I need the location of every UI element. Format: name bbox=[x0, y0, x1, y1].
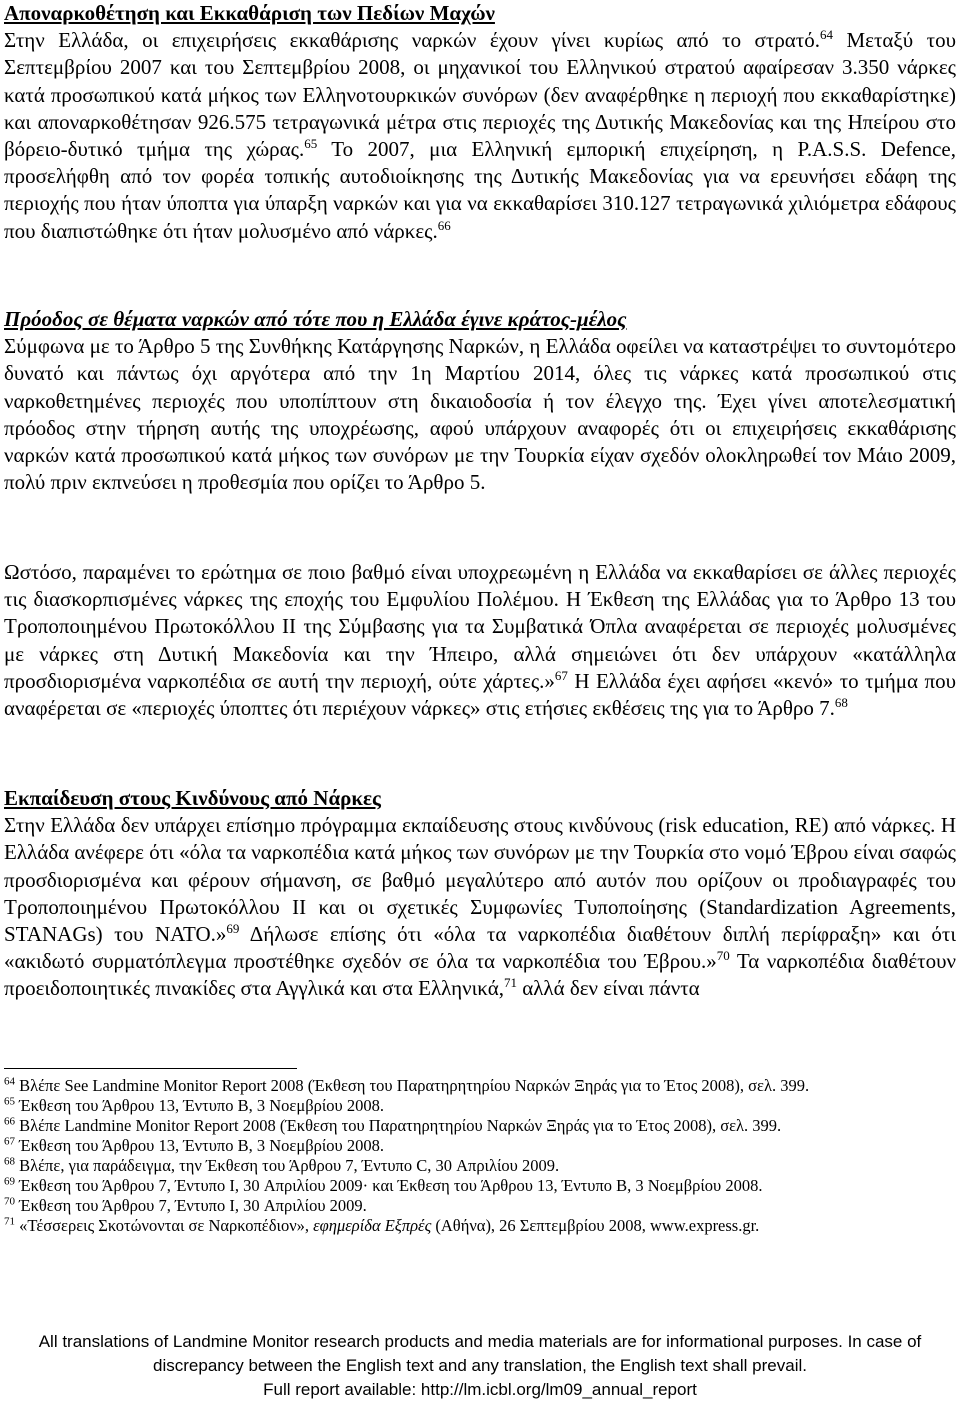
section-risk-education bbox=[4, 785, 956, 1003]
footnote-64 bbox=[4, 1076, 956, 1096]
progress-paragraph bbox=[4, 306, 956, 496]
footnote-text: Βλέπε Landmine Monitor Report 2008 (Έκθεση του Παρατηρητηρίου Ναρκών Ξηράς για το Έτος 2008), σελ. 399. bbox=[15, 1116, 782, 1135]
footer-disclaimer-line-2: discrepancy between the English text and any translation, the English text shall prevail. bbox=[153, 1356, 807, 1375]
footnote-text: Έκθεση του Άρθρου 13, Έντυπο B, 3 Νοεμβρίου 2008. bbox=[15, 1136, 384, 1155]
footnote-number: 70 bbox=[4, 1195, 15, 1208]
body-text: Ωστόσο, παραμένει το ερώτημα σε ποιο βαθμό είναι υποχρεωμένη η Ελλάδα να εκκαθαρίσει σε άλλες περιοχές τις διασκορπισμένες νάρκες της εποχής του Εμφυλίου Πολέμου. Η Έκθεση της Ελλάδας για το Άρθρο 13 του Τροποποιημένου Πρωτοκόλλου II της Σύμβασης για τα Συμβατικά Όπλα αναφέρεται σε περιοχές μολυσμένες με νάρκες στη Δυτική Μακεδονία και την Ήπειρο, αλλά σημειώνει ότι δεν υπάρχουν «κατάλληλα προσδιορισμένα ναρκοπέδια σε αυτή την περιοχή, ούτε χάρτες.» bbox=[4, 560, 956, 693]
footnote-65 bbox=[4, 1096, 956, 1116]
footnotes bbox=[4, 1076, 956, 1236]
footnote-number: 65 bbox=[4, 1095, 15, 1108]
section-title-risk-education: Εκπαίδευση στους Κινδύνους από Νάρκες bbox=[4, 786, 381, 810]
footnote-ref[interactable]: 67 bbox=[554, 667, 568, 683]
body-text: αλλά δεν είναι πάντα bbox=[516, 976, 700, 1001]
footnote-ref[interactable]: 71 bbox=[503, 975, 517, 991]
body-text: Στην Ελλάδα, οι επιχειρήσεις εκκαθάρισης ναρκών έχουν γίνει κυρίως από το στρατό. bbox=[4, 28, 820, 53]
footnote-number: 71 bbox=[4, 1215, 15, 1228]
footnote-text: (Αθήνα), 26 Σεπτεμβρίου 2008, www.express.gr. bbox=[431, 1216, 760, 1235]
footnote-separator bbox=[4, 1068, 297, 1069]
footnote-text: Βλέπε See Landmine Monitor Report 2008 (Έκθεση του Παρατηρητηρίου Ναρκών Ξηράς για το Έτος 2008), σελ. 399. bbox=[15, 1076, 810, 1095]
page-footer bbox=[0, 1330, 960, 1402]
demining-paragraph bbox=[4, 0, 956, 245]
body-text: Το 2007, μια Ελληνική εμπορική επιχείρηση, η P.A.S.S. Defence, προσελήφθη από τον φορέα τοπικής αυτοδιοίκησης της Δυτικής Μακεδονίας για να ερευνήσει εδάφη της περιοχής που ήταν ύποπτα για ύπαρξη ναρκών και για να εκκαθαρίσει 310.127 τετραγωνικά χιλιόμετρα εδάφους που διαπιστώθηκε ότι ήταν μολυσμένο από νάρκες. bbox=[4, 137, 956, 243]
remaining-paragraph bbox=[4, 559, 956, 722]
footnote-ref[interactable]: 68 bbox=[834, 695, 848, 711]
footnote-66 bbox=[4, 1116, 956, 1136]
footnote-69 bbox=[4, 1176, 956, 1196]
footnote-number: 68 bbox=[4, 1155, 15, 1168]
footnote-text: Βλέπε, για παράδειγμα, την Έκθεση του Άρθρου 7, Έντυπο C, 30 Απριλίου 2009. bbox=[15, 1156, 560, 1175]
body-text: Μεταξύ του Σεπτεμβρίου 2007 και του Σεπτεμβρίου 2008, οι μηχανικοί του Ελληνικού στρατού αφαίρεσαν 3.350 νάρκες κατά προσωπικού κατά μήκος των Ελληνοτουρκικών συνόρων (δεν αναφέρθηκε η περιοχή που εκκαθαρίστηκε) και απoναρκοθέτησαν 926.575 τετραγωνικά μέτρα στις περιοχές της Δυτικής Μακεδονίας και της Ηπείρου στο βόρειο-δυτικό τμήμα της χώρας. bbox=[4, 28, 956, 162]
body-text: Η Ελλάδα έχει αφήσει «κενό» το τμήμα που αναφέρεται σε «περιοχές ύποπτες ότι περιέχουν νάρκες» στις ετήσιες εκθέσεις της για το Άρθρο 7. bbox=[4, 668, 956, 721]
footnote-ref[interactable]: 64 bbox=[820, 27, 833, 43]
footnote-number: 64 bbox=[4, 1075, 15, 1088]
footnote-newspaper-name: εφημερίδα Εξπρές bbox=[313, 1216, 432, 1235]
body-text: Σύμφωνα με το Άρθρο 5 της Συνθήκης Κατάργησης Ναρκών, η Ελλάδα οφείλει να καταστρέψει το συντομότερο δυνατό και πάντως όχι αργότερα από την 1η Μαρτίου 2014, όλες τις νάρκες κατά προσωπικού στις ναρκοθετημένες περιοχές που υποπίπτουν στη δικαιοδοσία ή τον έλεγχο της. Έχει γίνει αποτελεσματική πρόοδος στην τήρηση αυτής της υποχρέωσης, αφού υπάρχουν αναφορές ότι οι επιχειρήσεις εκκαθάρισης ναρκών κατά προσωπικού κατά μήκος των συνόρων με την Τουρκία είχαν σχεδόν ολοκληρωθεί τον Μάιο 2009, πολύ πριν εκπνεύσει η προθεσμία που ορίζει το Άρθρο 5. bbox=[4, 334, 956, 495]
footnote-68 bbox=[4, 1156, 956, 1176]
footnote-70 bbox=[4, 1196, 956, 1216]
footnote-ref[interactable]: 65 bbox=[304, 136, 318, 152]
footnote-ref[interactable]: 70 bbox=[716, 948, 730, 964]
footnote-ref[interactable]: 69 bbox=[226, 921, 240, 937]
section-title-demining: Αποναρκοθέτηση και Εκκαθάριση των Πεδίων Μαχών bbox=[4, 1, 495, 25]
footer-disclaimer-line-1: All translations of Landmine Monitor research products and media materials are for informational purposes. In case of bbox=[38, 1332, 922, 1351]
footnote-number: 66 bbox=[4, 1115, 15, 1128]
footnote-text: «Τέσσερεις Σκοτώνονται σε Ναρκοπέδιον», bbox=[15, 1216, 314, 1235]
section-remaining bbox=[4, 559, 956, 722]
body-text: Δήλωσε επίσης ότι «όλα τα ναρκοπέδια διαθέτουν διπλή περίφραξη» και ότι «ακιδωτό συρματόπλεγμα προστέθηκε σχεδόν σε όλα τα ναρκοπέδια του Έβρου.» bbox=[4, 922, 956, 974]
footnote-text: Έκθεση του Άρθρου 7, Έντυπο I, 30 Απριλίου 2009· και Έκθεση του Άρθρου 13, Έντυπο B, 3 Νοεμβρίου 2008. bbox=[15, 1176, 763, 1195]
footnote-number: 69 bbox=[4, 1175, 15, 1188]
footnote-71 bbox=[4, 1216, 956, 1236]
footnote-number: 67 bbox=[4, 1135, 15, 1148]
footnote-text: Έκθεση του Άρθρου 7, Έντυπο I, 30 Απριλίου 2009. bbox=[15, 1196, 367, 1215]
body-text: Τα ναρκοπέδια διαθέτουν προειδοποιητικές πινακίδες στα Αγγλικά και στα Ελληνικά, bbox=[4, 949, 956, 1001]
section-progress bbox=[4, 306, 956, 496]
footnote-67 bbox=[4, 1136, 956, 1156]
footnote-text: Έκθεση του Άρθρου 13, Έντυπο B, 3 Νοεμβρίου 2008. bbox=[15, 1096, 384, 1115]
body-text: Στην Ελλάδα δεν υπάρχει επίσημο πρόγραμμα εκπαίδευσης στους κινδύνους (risk education, RE) από νάρκες. Η Ελλάδα ανέφερε ότι «όλα τα ναρκοπέδια κατά μήκος των συνόρων με την Τουρκία στο νομό Έβρου είναι σαφώς προσδιορισμένα και φέρουν σήμανση, σε βαθμό μεγαλύτερο από αυτόν που ορίζουν οι προδιαγραφές του Τροποποιημένου Πρωτοκόλλου II και οι σχετικές Συμφωνίες Τυποποίησης (Standardization Agreements, STANAGs) του ΝΑΤΟ.» bbox=[4, 813, 956, 947]
section-title-progress: Πρόοδος σε θέματα ναρκών από τότε που η Ελλάδα έγινε κράτος-μέλος bbox=[4, 307, 627, 331]
footnote-ref[interactable]: 66 bbox=[437, 217, 451, 233]
section-demining bbox=[4, 0, 956, 245]
footer-report-link[interactable]: Full report available: http://lm.icbl.org/lm09_annual_report bbox=[263, 1380, 697, 1399]
risk-education-paragraph bbox=[4, 785, 956, 1003]
